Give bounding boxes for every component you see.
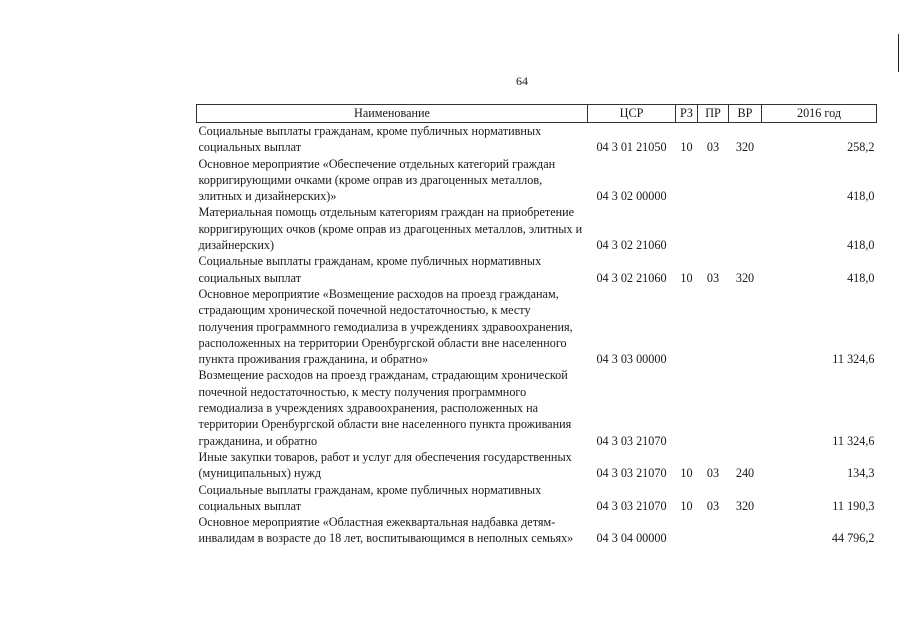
- row-vr: [729, 367, 762, 448]
- row-pr: 03: [706, 466, 720, 481]
- row-name: Иные закупки товаров, работ и услуг для обеспечения государственных (муниципальных) нужд: [198, 449, 572, 481]
- row-vr: 240: [735, 466, 755, 481]
- row-pr: 03: [706, 140, 720, 155]
- header-rz: РЗ: [676, 105, 698, 123]
- row-rz: 10: [680, 270, 693, 285]
- header-csr: ЦСР: [588, 105, 676, 123]
- row-csr: 04 3 03 21070: [596, 466, 667, 481]
- row-csr: 04 3 03 00000: [596, 352, 667, 367]
- row-sum: 134,3: [847, 466, 875, 481]
- row-name: Социальные выплаты гражданам, кроме публичных нормативных социальных выплат: [198, 482, 542, 513]
- table-row: [197, 286, 877, 367]
- row-sum: 11 324,6: [832, 352, 875, 367]
- row-rz: 10: [680, 498, 693, 513]
- row-rz: 10: [680, 140, 693, 155]
- row-sum: 418,0: [847, 189, 875, 204]
- row-vr: 320: [735, 270, 755, 285]
- row-name: Основное мероприятие «Обеспечение отдельных категорий граждан корригирующими очками (кроме оправ из драгоценных металлов, элитных и дизайнерских)»: [198, 156, 556, 204]
- margin-rule: [898, 34, 899, 72]
- row-sum: 11 324,6: [832, 433, 875, 448]
- table-row: [197, 367, 877, 448]
- row-name: Основное мероприятие «Областная ежеквартальная надбавка детям-инвалидам в возрасте до 18 лет, воспитывающимся в неполных семьях»: [198, 515, 574, 546]
- budget-table: [196, 104, 877, 547]
- row-csr: 04 3 01 21050: [596, 140, 667, 155]
- table-row: [197, 253, 877, 286]
- row-sum: 11 190,3: [832, 498, 875, 513]
- row-rz: 10: [680, 466, 693, 481]
- row-rz: [676, 204, 698, 253]
- table-row: [197, 204, 877, 253]
- row-vr: 320: [735, 140, 755, 155]
- row-name: Основное мероприятие «Возмещение расходов на проезд гражданам, страдающим хронической почечной недостаточностью, к месту получения программного гемодиализа в учреждениях здравоохранения, расположенных на территории Оренбургской области вне населенного пункта проживания гражданина, и обратно»: [198, 286, 573, 367]
- row-csr: 04 3 02 00000: [596, 189, 667, 204]
- row-sum: 418,0: [847, 270, 875, 285]
- table-row: [197, 123, 877, 156]
- row-vr: [729, 514, 762, 547]
- row-pr: [698, 156, 729, 205]
- row-rz: [676, 514, 698, 547]
- row-vr: [729, 286, 762, 367]
- page-number: 64: [516, 74, 528, 88]
- table-row: [197, 449, 877, 482]
- row-name: Возмещение расходов на проезд гражданам, страдающим хронической почечной недостаточностью, к месту получения программного гемодиализа в учреждениях здравоохранения, расположенных на территории Оренбургской области вне населенного пункта проживания гражданина, и обратно: [198, 368, 572, 448]
- table-body: [197, 123, 877, 547]
- header-row: [197, 105, 877, 123]
- header-year: 2016 год: [762, 105, 877, 123]
- row-pr: [698, 286, 729, 367]
- row-rz: [676, 286, 698, 367]
- row-name: Материальная помощь отдельным категориям граждан на приобретение корригирующих очков (кроме оправ из драгоценных металлов, элитных и дизайнерских): [198, 205, 583, 253]
- row-rz: [676, 156, 698, 205]
- row-name: Социальные выплаты гражданам, кроме публичных нормативных социальных выплат: [198, 124, 542, 155]
- row-csr: 04 3 02 21060: [596, 270, 667, 285]
- table-row: [197, 156, 877, 205]
- row-pr: [698, 367, 729, 448]
- row-sum: 258,2: [847, 140, 875, 155]
- table-row: [197, 514, 877, 547]
- row-vr: 320: [735, 498, 755, 513]
- header-name: Наименование: [197, 105, 588, 123]
- row-csr: 04 3 02 21060: [596, 238, 667, 253]
- row-name: Социальные выплаты гражданам, кроме публичных нормативных социальных выплат: [198, 254, 542, 285]
- row-pr: [698, 204, 729, 253]
- row-csr: 04 3 03 21070: [596, 433, 667, 448]
- row-rz: [676, 367, 698, 448]
- row-sum: 44 796,2: [831, 531, 875, 546]
- row-pr: [698, 514, 729, 547]
- row-pr: 03: [706, 498, 720, 513]
- row-csr: 04 3 04 00000: [596, 531, 667, 546]
- row-pr: 03: [706, 270, 720, 285]
- row-vr: [729, 156, 762, 205]
- row-sum: 418,0: [847, 238, 875, 253]
- header-vr: ВР: [729, 105, 762, 123]
- table-header: [197, 105, 877, 123]
- row-vr: [729, 204, 762, 253]
- table-row: [197, 482, 877, 515]
- header-pr: ПР: [698, 105, 729, 123]
- row-csr: 04 3 03 21070: [596, 498, 667, 513]
